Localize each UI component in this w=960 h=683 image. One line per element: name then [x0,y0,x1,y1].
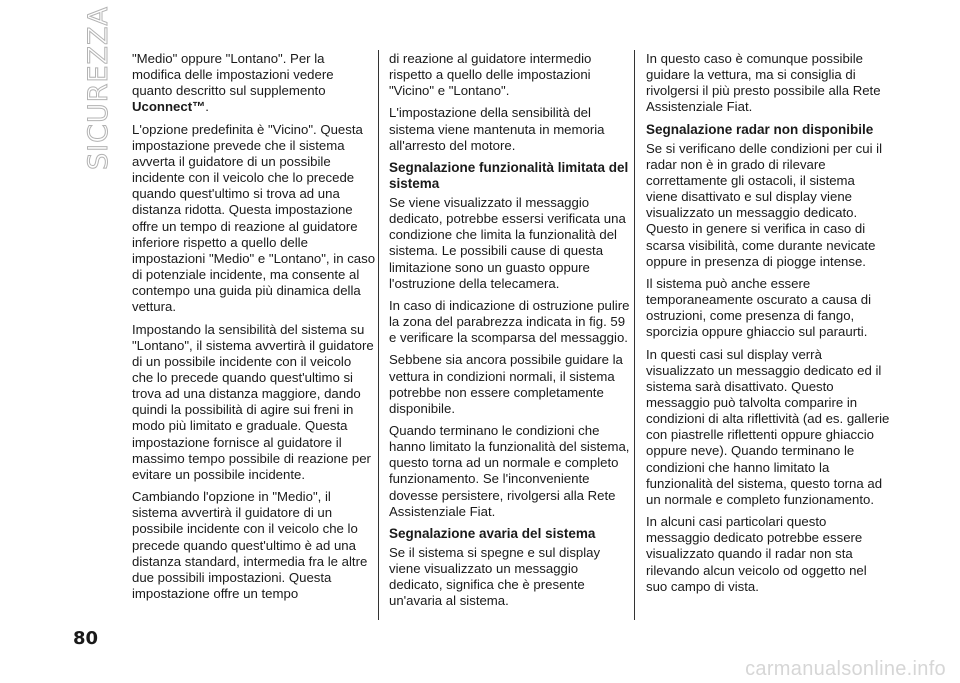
paragraph: Quando terminano le condizioni che hanno limitato la funzionalità del sistema, questo torna ad un normale e completo funzionamento. Se l'inconveniente dovesse persistere, rivolgersi alla Rete Assistenziale Fiat. [389,422,630,519]
paragraph: In caso di indicazione di ostruzione pulire la zona del parabrezza indicata in fig. 59 e verificare la scomparsa del messaggio. [389,297,630,346]
paragraph: In questo caso è comunque possibile guidare la vettura, ma si consiglia di rivolgersi il più presto possibile alla Rete Assistenziale Fiat. [646,51,881,115]
paragraph: di reazione al guidatore intermedio rispetto a quello delle impostazioni "Vicino" e "Lontano". [389,51,592,99]
paragraph-end: . [205,99,209,115]
section-heading: Segnalazione avaria del sistema [389,525,596,541]
column-divider [634,50,635,620]
paragraph: In alcuni casi particolari questo messaggio dedicato potrebbe essere visualizzato quando il radar non sta rilevando alcun veicolo od oggetto nel suo campo di vista. [646,514,867,594]
paragraph [132,51,376,116]
column-2 [389,51,633,616]
paragraph: In questi casi sul display verrà visualizzato un messaggio dedicato ed il sistema sarà disattivato. Questo messaggio può talvolta comparire in condizioni di alta riflettività (ad es. gallerie con piastrelle riflettenti oppure ghiaccio oppure neve). Quando terminano le condizioni che hanno limitato la funzionalità del sistema, questo torna ad un normale e completo funzionamento. [646,346,890,507]
watermark: carmanualsonline.info [745,658,946,680]
paragraph: Se il sistema si spegne e sul display viene visualizzato un messaggio dedicato, significa che è presente un'avaria al sistema. [389,544,601,609]
column-3 [646,51,890,601]
paragraph: Il sistema può anche essere temporaneamente oscurato a causa di ostruzioni, come presenza di fango, sporcizia oppure ghiaccio sul paraurti. [646,275,872,340]
column-1 [132,51,376,608]
paragraph: L'opzione predefinita è "Vicino". Questa impostazione prevede che il sistema avverta il guidatore di un possibile incidente con il veicolo che lo precede quando quest'ultimo si trova ad una distanza ridotta. Questa impostazione offre un tempo di reazione al guidatore inferiore rispetto a quello delle impostazioni "Medio" e "Lontano", in caso di potenziale incidente, ma consente al contempo una guida più dinamica della vettura. [132,121,376,315]
paragraph: Sebbene sia ancora possibile guidare la vettura in condizioni normali, il sistema potrebbe non essere completamente disponibile. [389,352,623,416]
section-title: SICUREZZA [83,6,114,170]
paragraph: Se viene visualizzato il messaggio dedicato, potrebbe essersi verificata una condizione che limita la funzionalità del sistema. Le possibili cause di questa limitazione sono un guasto oppure l'ostruzione della telecamera. [389,194,626,291]
paragraph: L'impostazione della sensibilità del sistema viene mantenuta in memoria all'arresto del motore. [389,105,605,153]
paragraph: Impostando la sensibilità del sistema su "Lontano", il sistema avvertirà il guidatore di un possibile incidente con il veicolo che lo precede quando quest'ultimo si trova ad una distanza maggiore, dando quindi la possibilità di agire sui freni in modo più limitato e graduale. Questa impostazione fornisce al guidatore il massimo tempo possibile di reazione per evitare un possibile incidente. [132,321,374,482]
section-heading: Segnalazione radar non disponibile [646,121,874,137]
paragraph: Se si verificano delle condizioni per cui il radar non è in grado di rilevare correttamente gli ostacoli, il sistema viene disattivato e sul display viene visualizzato un messaggio dedicato. Questo in genere si verifica in caso di scarsa visibilità, come durante nevicate oppure in presenza di piogge intense. [646,140,883,269]
column-divider [378,50,379,620]
section-heading: Segnalazione funzionalità limitata del sistema [389,159,629,191]
supplement-name: Uconnect™ [132,99,206,115]
paragraph: Cambiando l'opzione in "Medio", il sistema avvertirà il guidatore di un possibile incidente con il veicolo che lo precede quando quest'ultimo è ad una distanza standard, intermedia fra le altre due possibili impostazioni. Questa impostazione offre un tempo [132,489,368,601]
paragraph-text: "Medio" oppure "Lontano". Per la modifica delle impostazioni vedere quanto descritto sul supplemento [132,51,334,99]
page-number: 80 [73,628,99,649]
